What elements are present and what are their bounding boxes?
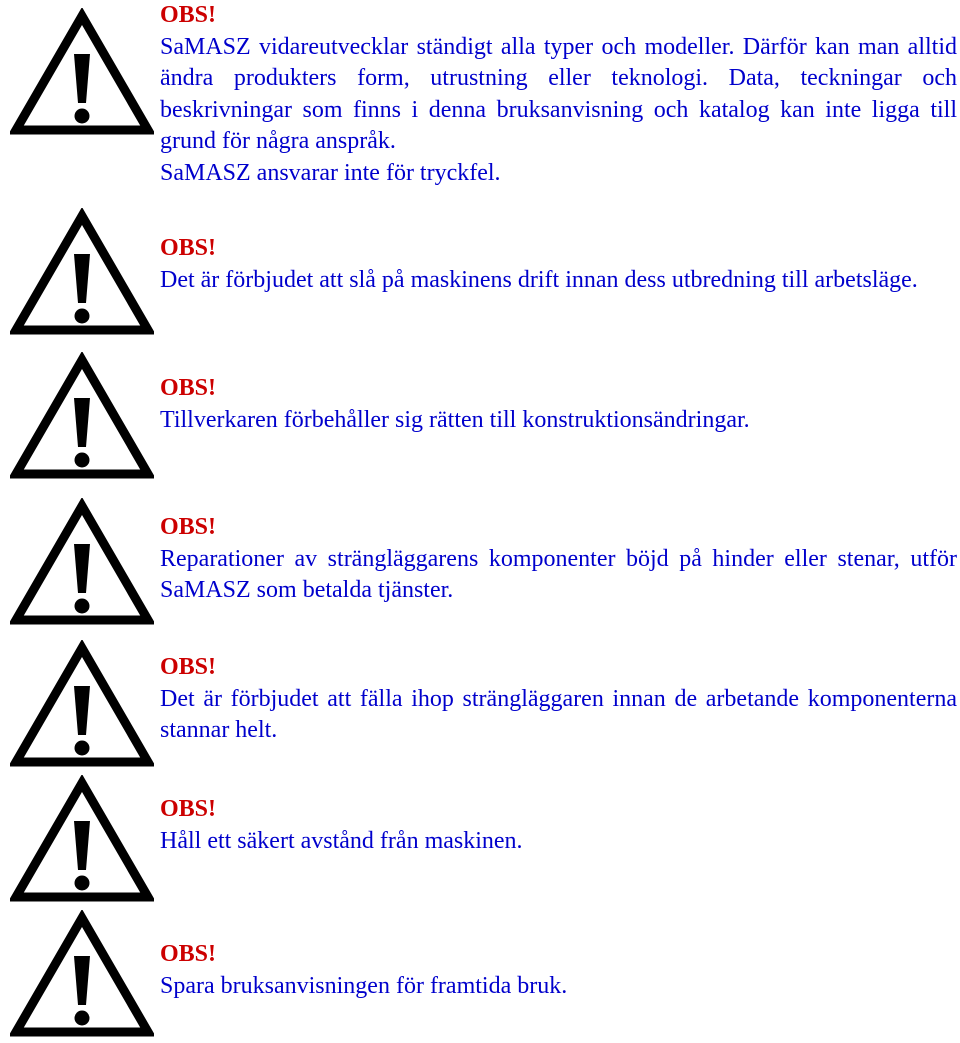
warning-triangle-icon <box>10 352 154 480</box>
warning-body-text: Spara bruksanvisningen för framtida bruk. <box>160 972 568 999</box>
warning-triangle-icon <box>10 775 154 903</box>
warning-heading: OBS! <box>160 2 217 28</box>
warning-triangle-icon <box>10 640 154 768</box>
warning-body-text: Håll ett säkert avstånd från maskinen. <box>160 827 523 854</box>
warning-heading: OBS! <box>160 514 217 540</box>
warning-body-text: Reparationer av strängläggarens komponenter böjd på hinder eller stenar, utför SaMASZ som betalda tjänster. <box>160 545 957 603</box>
warning-heading: OBS! <box>160 235 217 261</box>
warning-body-text: SaMASZ vidareutvecklar ständigt alla typer och modeller. Därför kan man alltid ändra produkters form, utrustning eller teknologi. Data, teckningar och beskrivningar som finns i denna bruksanvisning och katalog kan inte ligga till grund för några anspråk. <box>160 33 957 154</box>
warning-heading: OBS! <box>160 796 217 822</box>
warning-triangle-icon <box>10 498 154 626</box>
warning-body-text: Det är förbjudet att fälla ihop strängläggaren innan de arbetande komponenterna stannar helt. <box>160 685 957 743</box>
warning-heading: OBS! <box>160 941 217 967</box>
warning-triangle-icon <box>10 8 154 136</box>
warning-body-text: Tillverkaren förbehåller sig rätten till konstruktionsändringar. <box>160 406 750 433</box>
warning-body-text: SaMASZ ansvarar inte för tryckfel. <box>160 159 501 186</box>
warning-triangle-icon <box>10 910 154 1038</box>
warning-heading: OBS! <box>160 654 217 680</box>
warning-body-text: Det är förbjudet att slå på maskinens drift innan dess utbredning till arbetsläge. <box>160 266 918 293</box>
warning-heading: OBS! <box>160 375 217 401</box>
warning-triangle-icon <box>10 208 154 336</box>
